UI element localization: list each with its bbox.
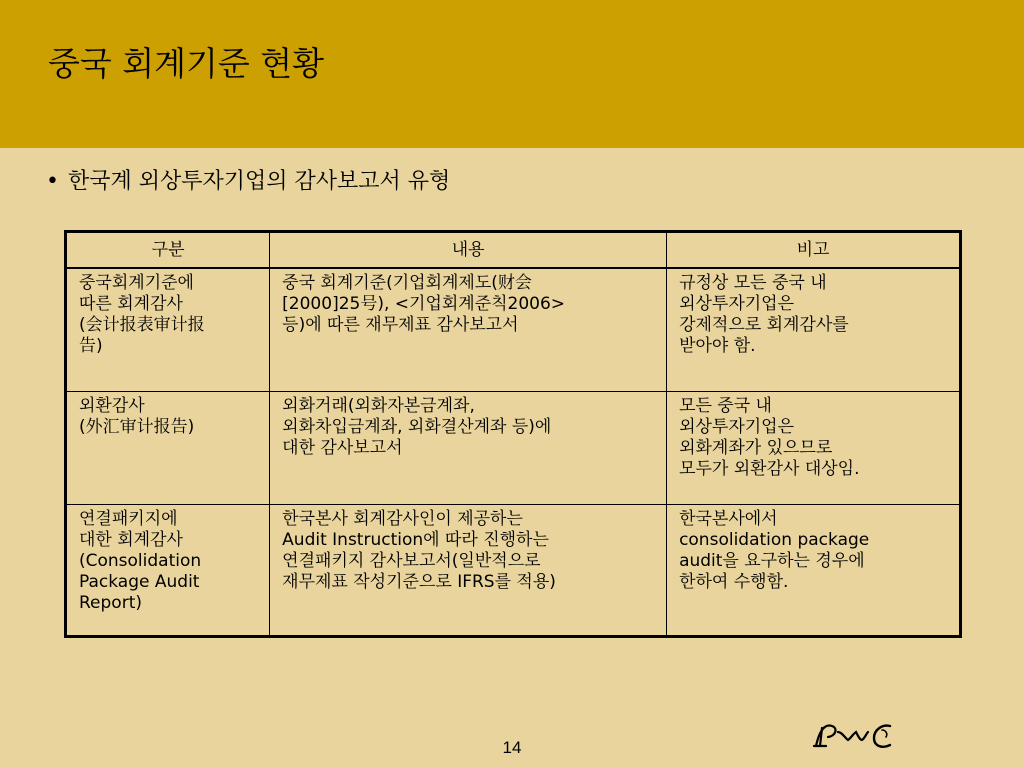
bullet-item bbox=[46, 164, 450, 195]
header-category: 구분 bbox=[66, 232, 270, 269]
page-number: 14 bbox=[502, 738, 522, 757]
cell-remark: 한국본사에서 consolidation package audit을 요구하는 경우에 한하여 수행함. bbox=[667, 505, 961, 637]
table-row bbox=[66, 268, 961, 392]
header-content: 내용 bbox=[270, 232, 667, 269]
table-header-row bbox=[66, 232, 961, 269]
bullet-text: 한국계 외상투자기업의 감사보고서 유형 bbox=[68, 169, 451, 194]
cell-remark: 모든 중국 내 외상투자기업은 외화계좌가 있으므로 모두가 외환감사 대상임. bbox=[667, 392, 961, 505]
cell-remark: 규정상 모든 중국 내 외상투자기업은 강제적으로 회계감사를 받아야 함. bbox=[667, 268, 961, 392]
table-row bbox=[66, 392, 961, 505]
cell-category: 연결패키지에 대한 회계감사 (Consolidation Package Audit Report) bbox=[66, 505, 270, 637]
cell-content: 한국본사 회계감사인이 제공하는 Audit Instruction에 따라 진행하는 연결패키지 감사보고서(일반적으로 재무제표 작성기준으로 IFRS를 적용) bbox=[270, 505, 667, 637]
cell-content: 중국 회계기준(기업회계제도(财会 [2000]25号), <기업회계준칙2006> 등)에 따른 재무제표 감사보고서 bbox=[270, 268, 667, 392]
audit-report-table bbox=[64, 230, 962, 638]
header-remark: 비고 bbox=[667, 232, 961, 269]
cell-category: 외환감사 (外汇审计报告) bbox=[66, 392, 270, 505]
cell-category: 중국회계기준에 따른 회계감사 (会计报表审计报 告) bbox=[66, 268, 270, 392]
table-row bbox=[66, 505, 961, 637]
slide-title: 중국 회계기준 현황 bbox=[48, 44, 325, 83]
bullet-dot-icon: • bbox=[46, 169, 59, 194]
cell-content: 외화거래(외화자본금계좌, 외화차입금계좌, 외화결산계좌 등)에 대한 감사보고서 bbox=[270, 392, 667, 505]
